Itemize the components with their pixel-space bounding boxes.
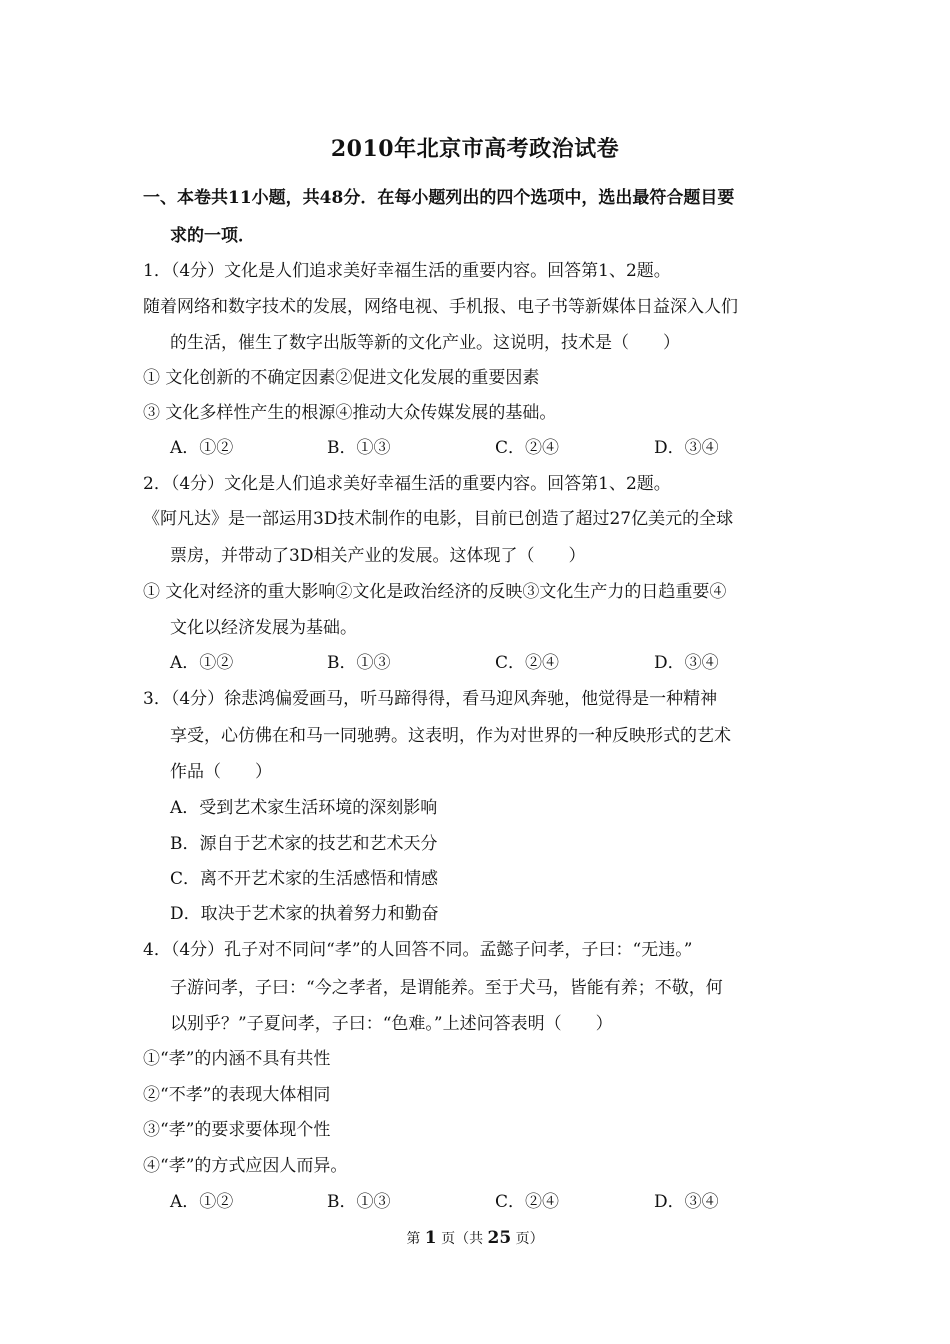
question-2-option-d: D．③④ [654,653,719,673]
footer-suffix: 页） [515,1231,544,1247]
question-1-statement-1: ① 文化创新的不确定因素②促进文化发展的重要因素 [143,368,540,388]
question-1-stem-line2: 的生活，催生了数字出版等新的文化产业。这说明，技术是（ ） [170,333,680,353]
question-1-option-b: B．①③ [327,438,391,458]
section-instructions-line1: 一、本卷共11小题，共48分．在每小题列出的四个选项中，选出最符合题目要 [143,188,735,208]
question-2-option-b: B．①③ [327,653,391,673]
question-1-statement-2: ③ 文化多样性产生的根源④推动大众传媒发展的基础。 [143,403,557,423]
question-4-statement-1: ①“孝”的内涵不具有共性 [143,1049,331,1069]
question-4-option-d: D．③④ [654,1192,719,1212]
question-2-statement-2: 文化以经济发展为基础。 [170,618,357,638]
question-4-stem-line2: 子游问孝，子曰：“今之孝者，是谓能养。至于犬马，皆能有养；不敬，何 [170,978,723,998]
question-2-statement-1: ① 文化对经济的重大影响②文化是政治经济的反映③文化生产力的日趋重要④ [143,582,727,602]
question-4-statement-3: ③“孝”的要求要体现个性 [143,1120,331,1140]
question-3-option-b: B．源自于艺术家的技艺和艺术天分 [170,834,438,854]
question-1-header: 1．（4分）文化是人们追求美好幸福生活的重要内容。回答第1、2题。 [143,261,671,281]
question-1-option-a: A．①② [170,438,234,458]
question-4-stem-line3: 以别乎？”子夏问孝，子曰：“色难。”上述问答表明（ ） [170,1014,613,1034]
question-3-stem-line3: 作品（ ） [170,762,272,782]
question-4-stem-line1: 4．（4分）孔子对不同问“孝”的人回答不同。孟懿子问孝，子曰：“无违。” [143,940,693,960]
question-2-stem-line2: 票房，并带动了3D相关产业的发展。这体现了（ ） [170,546,586,566]
question-4-statement-2: ②“不孝”的表现大体相同 [143,1085,331,1105]
question-2-option-a: A．①② [170,653,234,673]
question-2-stem-line1: 《阿凡达》是一部运用3D技术制作的电影，目前已创造了超过27亿美元的全球 [143,509,734,529]
question-4-option-b: B．①③ [327,1192,391,1212]
question-2-header: 2．（4分）文化是人们追求美好幸福生活的重要内容。回答第1、2题。 [143,474,671,494]
page-title: 2010年北京市高考政治试卷 [330,136,620,162]
question-3-option-c: C．离不开艺术家的生活感悟和情感 [170,869,439,889]
question-1-option-d: D．③④ [654,438,719,458]
question-4-option-a: A．①② [170,1192,234,1212]
question-3-option-a: A．受到艺术家生活环境的深刻影响 [170,798,438,818]
footer-page-number: 1 [424,1228,437,1248]
section-instructions-line2: 求的一项． [170,226,255,246]
question-1-option-c: C．②④ [495,438,560,458]
question-4-option-c: C．②④ [495,1192,560,1212]
question-3-stem-line2: 享受，心仿佛在和马一同驰骋。这表明，作为对世界的一种反映形式的艺术 [170,726,731,746]
page-footer [0,1228,950,1248]
footer-total-pages: 25 [487,1228,512,1248]
question-2-option-c: C．②④ [495,653,560,673]
question-3-option-d: D．取决于艺术家的执着努力和勤奋 [170,904,439,924]
footer-prefix: 第 [406,1231,421,1247]
question-3-stem-line1: 3．（4分）徐悲鸿偏爱画马，听马蹄得得，看马迎风奔驰，他觉得是一种精神 [143,689,718,709]
question-1-stem-line1: 随着网络和数字技术的发展，网络电视、手机报、电子书等新媒体日益深入人们 [143,297,738,317]
footer-middle: 页（共 [441,1231,484,1247]
question-4-statement-4: ④“孝”的方式应因人而异。 [143,1156,348,1176]
